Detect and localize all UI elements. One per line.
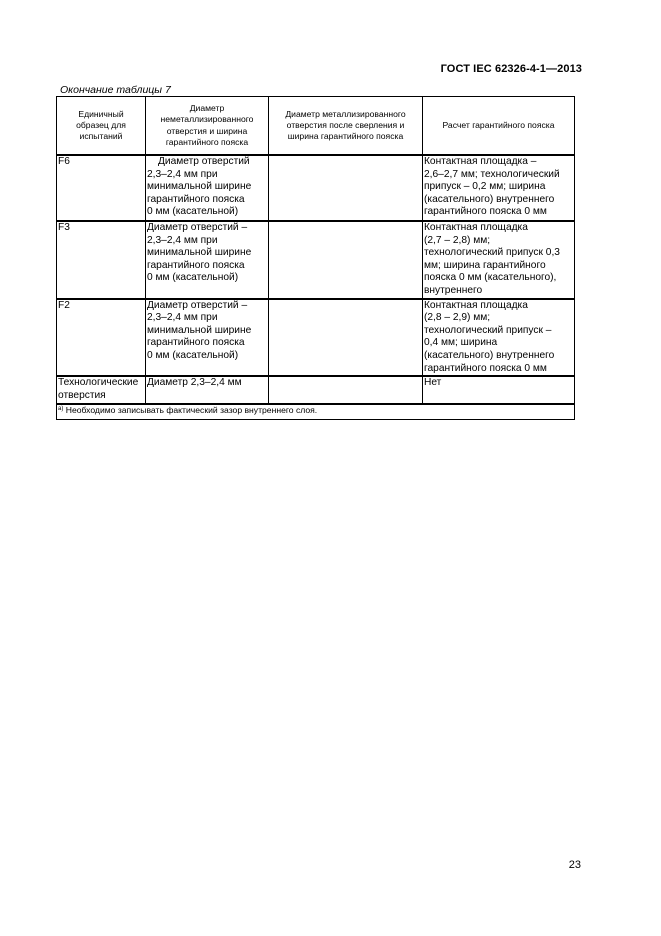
cell-text-line: мм; ширина гарантийного bbox=[424, 259, 546, 271]
cell-text-line: (2,8 – 2,9) мм; bbox=[424, 312, 491, 324]
cell-text-line: (касательного) внутреннего bbox=[424, 349, 555, 361]
specimen-cell bbox=[57, 299, 146, 377]
column-header bbox=[57, 97, 146, 156]
cell-text-line: технологический припуск 0,3 bbox=[424, 247, 560, 259]
cell-text-line: 2,3–2,4 мм при bbox=[147, 168, 218, 180]
calc-cell bbox=[423, 221, 575, 299]
cell-text-line: отверстия и ширина bbox=[166, 125, 248, 136]
cell-text-line: минимальной ширине bbox=[147, 247, 252, 259]
cell-text-line: (2,7 – 2,8) мм; bbox=[424, 234, 491, 246]
specimen-cell bbox=[57, 155, 146, 221]
plated-cell bbox=[269, 221, 423, 299]
cell-text-line: 2,3–2,4 мм при bbox=[147, 312, 218, 324]
cell-text-line: гарантийного пояска bbox=[147, 193, 245, 205]
plated-cell bbox=[269, 155, 423, 221]
cell-text-line: ширина гарантийного пояска bbox=[287, 131, 404, 142]
cell-text-line: 0,4 мм; ширина bbox=[424, 337, 498, 349]
cell-text-line: пояска 0 мм (касательного), bbox=[424, 272, 557, 284]
cell-text-line: неметаллизированного bbox=[160, 114, 254, 125]
data-table bbox=[56, 96, 575, 420]
cell-text-line: F2 bbox=[58, 299, 70, 311]
cell-text-line: внутреннего bbox=[424, 284, 483, 296]
nonplated-cell bbox=[146, 155, 269, 221]
cell-text-line: 2,6–2,7 мм; технологический bbox=[424, 168, 560, 180]
column-header bbox=[423, 97, 575, 156]
calc-cell bbox=[423, 155, 575, 221]
table-row bbox=[57, 221, 575, 299]
cell-text-line: Диаметр отверстий – bbox=[147, 222, 248, 233]
cell-text-line: минимальной ширине bbox=[147, 181, 252, 193]
table-caption: Окончание таблицы 7 bbox=[60, 84, 171, 96]
cell-text-line: 0 мм (касательной) bbox=[147, 272, 239, 284]
cell-text-line: Контактная площадка bbox=[424, 222, 528, 233]
column-header bbox=[269, 97, 423, 156]
cell-text-line: F6 bbox=[58, 156, 70, 167]
cell-text-line: Диаметр металлизированного bbox=[285, 108, 406, 119]
footnote-cell bbox=[57, 404, 575, 420]
cell-text-line: технологический припуск – bbox=[424, 324, 552, 336]
cell-text-line: Расчет гарантийного пояска bbox=[442, 119, 555, 130]
table-header-row bbox=[57, 97, 575, 156]
calc-cell bbox=[423, 376, 575, 404]
table-row bbox=[57, 376, 575, 404]
cell-text-line: гарантийного пояска bbox=[147, 259, 245, 271]
specimen-cell bbox=[57, 221, 146, 299]
cell-text-line: гарантийного пояска 0 мм bbox=[424, 206, 547, 218]
column-header bbox=[146, 97, 269, 156]
plated-cell bbox=[269, 299, 423, 377]
cell-text-line: образец для bbox=[76, 119, 126, 130]
table-row bbox=[57, 299, 575, 377]
nonplated-cell bbox=[146, 376, 269, 404]
cell-text-line: испытаний bbox=[79, 131, 123, 142]
cell-text-line: Единичный bbox=[78, 108, 124, 119]
cell-text-line: Диаметр отверстий – bbox=[147, 299, 248, 311]
footnote-marker: а) bbox=[58, 406, 64, 413]
cell-text-line: Нет bbox=[424, 377, 442, 389]
cell-text-line: припуск – 0,2 мм; ширина bbox=[424, 181, 546, 193]
cell-text-line: Контактная площадка bbox=[424, 299, 528, 311]
nonplated-cell bbox=[146, 299, 269, 377]
footnote-row bbox=[57, 404, 575, 420]
plated-cell bbox=[269, 376, 423, 404]
footnote-text: Необходимо записывать фактический зазор внутреннего слоя. bbox=[65, 405, 318, 416]
specimen-cell bbox=[57, 376, 146, 404]
cell-text-line: отверстия после сверления и bbox=[286, 119, 405, 130]
table-row bbox=[57, 155, 575, 221]
cell-text-line: гарантийного пояска 0 мм bbox=[424, 362, 547, 374]
cell-text-line: Диаметр bbox=[189, 102, 225, 113]
cell-text-line: F3 bbox=[58, 222, 70, 233]
cell-text-line: (касательного) внутреннего bbox=[424, 193, 555, 205]
calc-cell bbox=[423, 299, 575, 377]
cell-text-line: Диаметр отверстий bbox=[158, 156, 250, 167]
cell-text-line: 0 мм (касательной) bbox=[147, 206, 239, 218]
standard-code: ГОСТ IEC 62326-4-1—2013 bbox=[440, 63, 582, 75]
cell-text-line: Диаметр 2,3–2,4 мм bbox=[147, 377, 242, 389]
cell-text-line: 0 мм (касательной) bbox=[147, 349, 239, 361]
cell-text-line: гарантийного пояска bbox=[165, 136, 249, 147]
cell-text-line: гарантийного пояска bbox=[147, 337, 245, 349]
cell-text-line: отверстия bbox=[58, 389, 106, 401]
nonplated-cell bbox=[146, 221, 269, 299]
page-number: 23 bbox=[568, 859, 581, 871]
cell-text-line: 2,3–2,4 мм при bbox=[147, 234, 218, 246]
cell-text-line: Технологические bbox=[58, 377, 139, 389]
cell-text-line: минимальной ширине bbox=[147, 324, 252, 336]
cell-text-line: Контактная площадка – bbox=[424, 156, 537, 167]
